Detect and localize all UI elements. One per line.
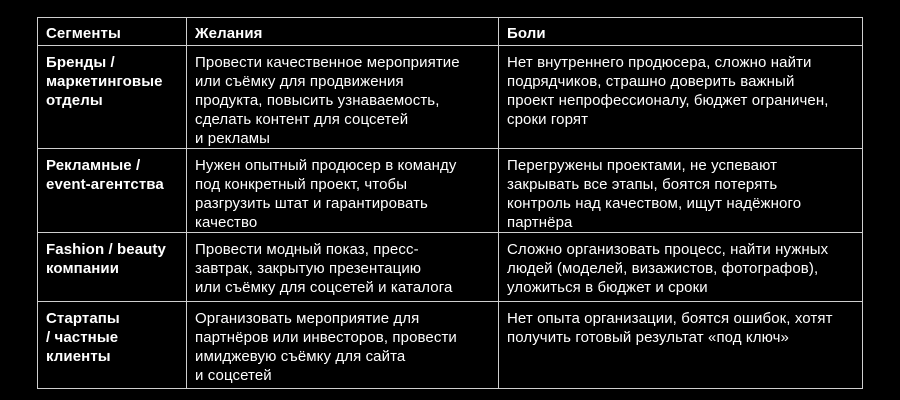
wants-line: продукта, повысить узнаваемость, (195, 92, 440, 109)
segment-line: маркетинговые (46, 73, 163, 90)
header-segments: Сегменты (38, 18, 187, 46)
wants-cell (187, 233, 499, 302)
wants-line: разгрузить штат и гарантировать (195, 195, 428, 212)
wants-line: Провести качественное мероприятие (195, 54, 460, 71)
segment-cell (38, 233, 187, 302)
table-row (38, 46, 863, 149)
wants-line: партнёров или инвесторов, провести (195, 329, 457, 346)
wants-line: завтрак, закрытую презентацию (195, 260, 422, 277)
pains-line: Сложно организовать процесс, найти нужных (507, 241, 829, 258)
wants-cell (187, 149, 499, 233)
segment-line: Бренды / (46, 54, 115, 71)
pains-cell (499, 149, 863, 233)
header-pains: Боли (499, 18, 863, 46)
wants-line: Нужен опытный продюсер в команду (195, 157, 457, 174)
pains-line: подрядчиков, страшно доверить важный (507, 73, 795, 90)
wants-line: или съёмку для продвижения (195, 73, 404, 90)
wants-line: качество (195, 214, 258, 231)
header-wants: Желания (187, 18, 499, 46)
segment-line: отделы (46, 92, 103, 109)
pains-line: людей (моделей, визажистов, фотографов), (507, 260, 819, 277)
wants-line: под конкретный проект, чтобы (195, 176, 408, 193)
table-header-row (38, 18, 863, 46)
segment-cell (38, 46, 187, 149)
segment-cell (38, 149, 187, 233)
pains-line: контроль над качеством, ищут надёжного (507, 195, 802, 212)
pains-line: Нет внутреннего продюсера, сложно найти (507, 54, 812, 71)
table-row (38, 302, 863, 389)
wants-line: или съёмку для соцсетей и каталога (195, 279, 453, 296)
table-row (38, 233, 863, 302)
pains-line: Перегружены проектами, не успевают (507, 157, 778, 174)
segments-table (37, 17, 863, 389)
pains-cell (499, 302, 863, 389)
segment-line: компании (46, 260, 120, 277)
segment-line: Рекламные / (46, 157, 141, 174)
pains-line: уложиться в бюджет и сроки (507, 279, 708, 296)
pains-line: проект непрофессионалу, бюджет ограничен, (507, 92, 829, 109)
wants-line: имиджевую съёмку для сайта (195, 348, 406, 365)
wants-cell (187, 46, 499, 149)
segment-line: event-агентства (46, 176, 164, 193)
pains-line: получить готовый результат «под ключ» (507, 329, 789, 346)
segment-line: / частные (46, 329, 119, 346)
segment-cell (38, 302, 187, 389)
wants-line: и соцсетей (195, 367, 272, 384)
pains-line: сроки горят (507, 111, 589, 128)
pains-line: закрывать все этапы, боятся потерять (507, 176, 778, 193)
pains-cell (499, 233, 863, 302)
pains-line: партнёра (507, 214, 573, 231)
wants-line: Провести модный показ, пресс- (195, 241, 419, 258)
wants-line: сделать контент для соцсетей (195, 111, 409, 128)
wants-line: и рекламы (195, 130, 271, 147)
wants-cell (187, 302, 499, 389)
table-row (38, 149, 863, 233)
wants-line: Организовать мероприятие для (195, 310, 420, 327)
segment-line: Fashion / beauty (46, 241, 166, 258)
segment-line: Стартапы (46, 310, 120, 327)
pains-cell (499, 46, 863, 149)
segment-line: клиенты (46, 348, 111, 365)
pains-line: Нет опыта организации, боятся ошибок, хотят (507, 310, 833, 327)
